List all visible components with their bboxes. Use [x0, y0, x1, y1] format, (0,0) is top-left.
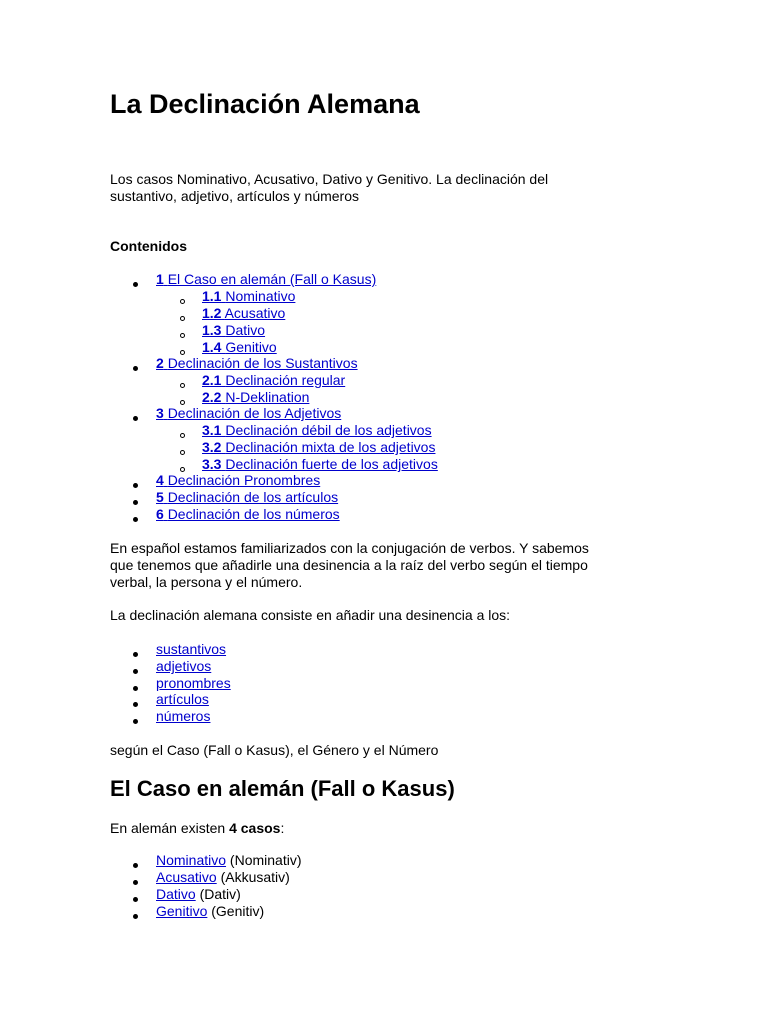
- toc-link-3-1[interactable]: 3.1 Declinación débil de los adjetivos: [202, 422, 432, 438]
- bullet-disc-icon: [133, 483, 138, 488]
- bullet-disc-icon: [133, 500, 138, 505]
- bullet-circle-icon: [180, 383, 185, 388]
- paragraph-line: que tenemos que añadirle una desinencia a la raíz del verbo según el tiempo: [110, 557, 588, 573]
- list-item: Acusativo (Akkusativ): [156, 869, 290, 885]
- toc-link-5[interactable]: 5 Declinación de los artículos: [156, 489, 339, 505]
- link-nominativo[interactable]: Nominativo: [156, 852, 227, 868]
- paragraph-line: En español estamos familiarizados con la conjugación de verbos. Y sabemos: [110, 540, 589, 556]
- bullet-disc-icon: [133, 416, 138, 421]
- page-title: La Declinación Alemana: [110, 89, 420, 119]
- bullet-circle-icon: [180, 333, 185, 338]
- toc-link-1-4[interactable]: 1.4 Genitivo: [202, 339, 277, 355]
- paragraph-line: La declinación alemana consiste en añadir una desinencia a los:: [110, 607, 511, 623]
- link-sustantivos[interactable]: sustantivos: [156, 641, 227, 657]
- bullet-disc-icon: [133, 282, 138, 287]
- bullet-circle-icon: [180, 316, 185, 321]
- paragraph-line: En alemán existen 4 casos:: [110, 820, 285, 836]
- link-dativo[interactable]: Dativo: [156, 886, 196, 902]
- toc-link-1-1[interactable]: 1.1 Nominativo: [202, 288, 296, 304]
- toc-link-1[interactable]: 1 El Caso en alemán (Fall o Kasus): [156, 271, 377, 287]
- toc-link-3-2[interactable]: 3.2 Declinación mixta de los adjetivos: [202, 439, 436, 455]
- bullet-disc-icon: [133, 863, 138, 868]
- intro-line-2: sustantivo, adjetivo, artículos y números: [110, 188, 360, 204]
- list-item: Dativo (Dativ): [156, 886, 241, 902]
- link-articulos[interactable]: artículos: [156, 691, 209, 707]
- toc-link-1-3[interactable]: 1.3 Dativo: [202, 322, 266, 338]
- link-acusativo[interactable]: Acusativo: [156, 869, 217, 885]
- bullet-circle-icon: [180, 433, 185, 438]
- bullet-disc-icon: [133, 686, 138, 691]
- link-genitivo[interactable]: Genitivo: [156, 903, 208, 919]
- list-item: Nominativo (Nominativ): [156, 852, 302, 868]
- bullet-disc-icon: [133, 897, 138, 902]
- toc-link-3[interactable]: 3 Declinación de los Adjetivos: [156, 405, 342, 421]
- link-pronombres[interactable]: pronombres: [156, 675, 231, 691]
- bullet-disc-icon: [133, 669, 138, 674]
- link-numeros[interactable]: números: [156, 708, 211, 724]
- bullet-circle-icon: [180, 299, 185, 304]
- bullet-disc-icon: [133, 914, 138, 919]
- toc-link-3-3[interactable]: 3.3 Declinación fuerte de los adjetivos: [202, 456, 438, 472]
- bullet-circle-icon: [180, 450, 185, 455]
- bullet-disc-icon: [133, 880, 138, 885]
- toc-heading: Contenidos: [110, 238, 187, 254]
- bullet-disc-icon: [133, 702, 138, 707]
- bullet-disc-icon: [133, 517, 138, 522]
- bullet-disc-icon: [133, 719, 138, 724]
- section-heading: El Caso en alemán (Fall o Kasus): [110, 776, 455, 801]
- intro-line-1: Los casos Nominativo, Acusativo, Dativo y Genitivo. La declinación del: [110, 171, 549, 187]
- link-adjetivos[interactable]: adjetivos: [156, 658, 212, 674]
- toc-link-2-2[interactable]: 2.2 N-Deklination: [202, 389, 310, 405]
- paragraph-line: verbal, la persona y el número.: [110, 574, 303, 590]
- toc-link-2-1[interactable]: 2.1 Declinación regular: [202, 372, 346, 388]
- toc-link-4[interactable]: 4 Declinación Pronombres: [156, 472, 321, 488]
- toc-link-1-2[interactable]: 1.2 Acusativo: [202, 305, 286, 321]
- list-item: Genitivo (Genitiv): [156, 903, 265, 919]
- bullet-disc-icon: [133, 366, 138, 371]
- paragraph-line: según el Caso (Fall o Kasus), el Género y el Número: [110, 742, 439, 758]
- toc-link-2[interactable]: 2 Declinación de los Sustantivos: [156, 355, 358, 371]
- toc-link-6[interactable]: 6 Declinación de los números: [156, 506, 340, 522]
- bullet-disc-icon: [133, 652, 138, 657]
